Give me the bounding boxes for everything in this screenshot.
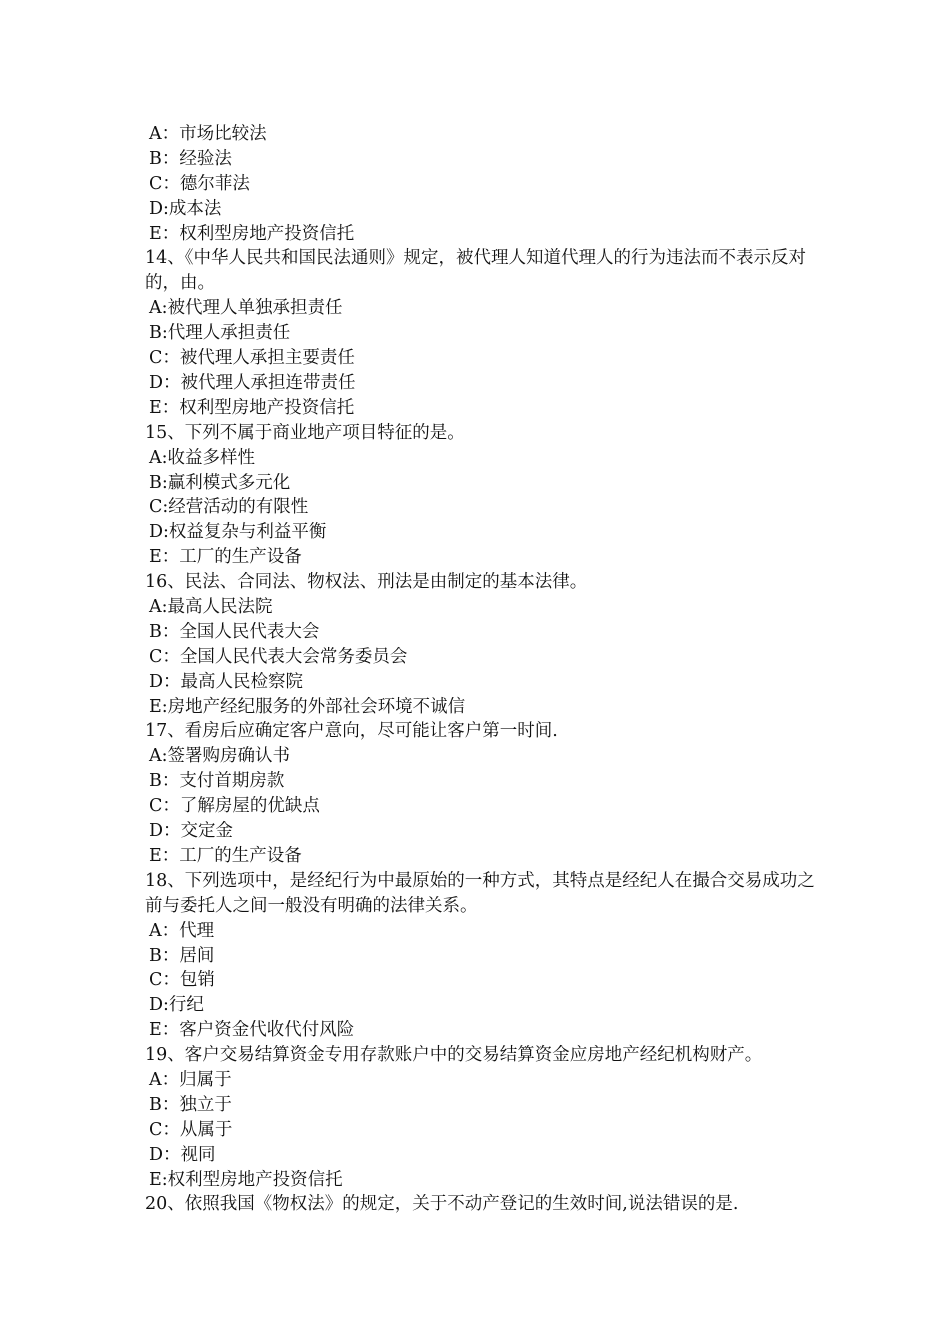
option-line: B：全国人民代表大会 xyxy=(149,621,320,642)
option-line: A:被代理人单独承担责任 xyxy=(149,298,343,319)
option-line: E：权利型房地产投资信托 xyxy=(149,397,355,418)
option-line: D：最高人民检察院 xyxy=(149,671,304,692)
question-line: 20、依照我国《物权法》的规定，关于不动产登记的生效时间,说法错误的是. xyxy=(145,1194,739,1215)
option-line: B：独立于 xyxy=(149,1094,232,1115)
option-line: C：了解房屋的优缺点 xyxy=(149,796,320,817)
option-line: B：居间 xyxy=(149,945,215,966)
option-line: B:代理人承担责任 xyxy=(149,323,291,344)
option-line: C：包销 xyxy=(149,970,215,991)
option-line: D：被代理人承担连带责任 xyxy=(149,372,356,393)
option-line: E：工厂的生产设备 xyxy=(149,547,302,568)
question-line: 18、下列选项中，是经纪行为中最原始的一种方式，其特点是经纪人在撮合交易成功之前与委托人之间一般没有明确的法律关系。 xyxy=(145,870,815,916)
option-line: D:成本法 xyxy=(149,198,222,219)
option-line: D：视同 xyxy=(149,1144,216,1165)
option-line: A：归属于 xyxy=(149,1069,232,1090)
option-line: E：权利型房地产投资信托 xyxy=(149,223,355,244)
option-line: B:赢利模式多元化 xyxy=(149,472,291,493)
question-line: 14、《中华人民共和国民法通则》规定，被代理人知道代理人的行为违法而不表示反对的，由。 xyxy=(145,248,807,294)
option-line: C：从属于 xyxy=(149,1119,233,1140)
option-line: C：德尔菲法 xyxy=(149,173,250,194)
option-line: D:行纪 xyxy=(149,995,204,1016)
question-line: 15、下列不属于商业地产项目特征的是。 xyxy=(145,422,465,443)
option-line: C：被代理人承担主要责任 xyxy=(149,348,355,369)
option-line: A：市场比较法 xyxy=(149,124,267,144)
document-body xyxy=(145,122,825,1217)
question-line: 17、看房后应确定客户意向，尽可能让客户第一时间. xyxy=(145,721,558,742)
option-line: D：交定金 xyxy=(149,821,234,842)
option-line: E:房地产经纪服务的外部社会环境不诚信 xyxy=(149,696,466,717)
option-line: D:权益复杂与利益平衡 xyxy=(149,522,327,543)
option-line: B：经验法 xyxy=(149,148,232,169)
question-line: 16、民法、合同法、物权法、刑法是由制定的基本法律。 xyxy=(145,572,588,593)
option-line: B：支付首期房款 xyxy=(149,771,285,792)
option-line: E:权利型房地产投资信托 xyxy=(149,1169,343,1190)
option-line: E：工厂的生产设备 xyxy=(149,845,302,866)
option-line: C:经营活动的有限性 xyxy=(149,497,309,518)
option-line: C：全国人民代表大会常务委员会 xyxy=(149,646,408,667)
option-line: A：代理 xyxy=(149,920,215,941)
option-line: A:收益多样性 xyxy=(149,447,256,468)
option-line: A:签署购房确认书 xyxy=(149,746,291,767)
option-line: A:最高人民法院 xyxy=(149,596,273,617)
option-line: E：客户资金代收代付风险 xyxy=(149,1020,355,1041)
question-line: 19、客户交易结算资金专用存款账户中的交易结算资金应房地产经纪机构财产。 xyxy=(145,1045,763,1066)
